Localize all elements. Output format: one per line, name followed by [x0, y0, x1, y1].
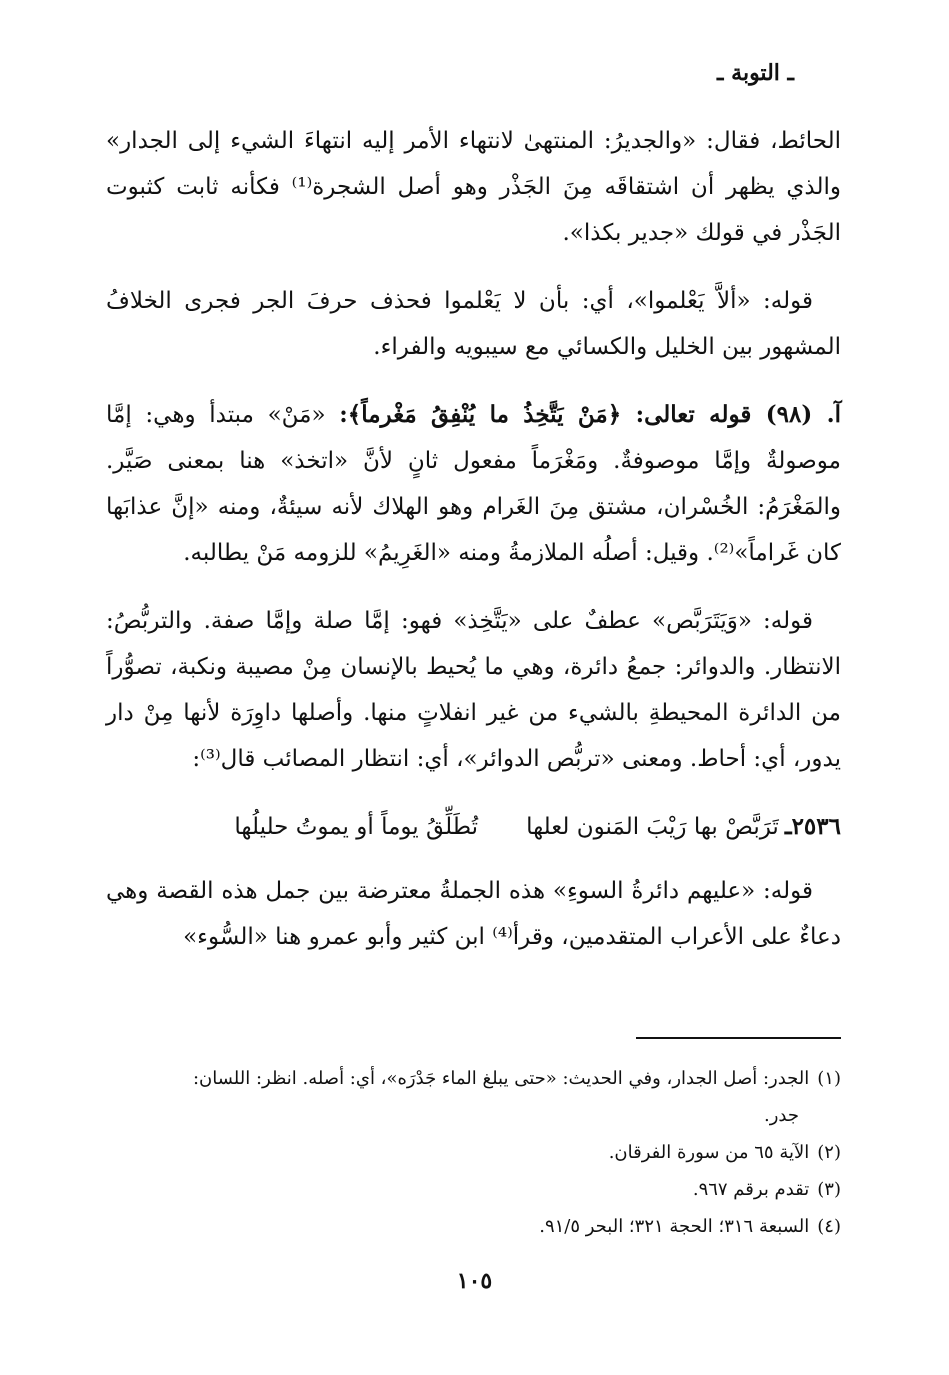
footnote-1-continuation: جدر.: [764, 1105, 799, 1126]
footnote-2: [106, 1134, 841, 1171]
footnote-text: السبعة ٣١٦؛ الحجة ٣٢١؛ البحر ٩١/٥.: [539, 1216, 810, 1237]
footnote-text: تقدم برقم ٩٦٧.: [692, 1179, 810, 1200]
footnote-text: الجدر: أصل الجدار، وفي الحديث: «حتى يبلغ الماء جَدْرَه»، أي: أصله. انظر: اللسان:: [192, 1068, 810, 1089]
poem-number: ٢٥٣٦ـ: [784, 813, 841, 840]
main-text: [106, 118, 841, 982]
paragraph-3: قوله: «وَيَتَرَبَّص» عطفٌ على «يَتَّخِذ» فهو: إمَّا صلة وإمَّا صفة. والتربُّصُ: الانتظار. والدوائر: جمعُ دائرة، وهي ما يُحيط بالإنسان مِنْ مصيبة ونكبة، تصوُّراً من الدائرة المحيطةِ بالشيء من غير انفلاتٍ منها. وأصلها داوِرَة لأنها مِنْ دار يدور، أي: أحاط. ومعنى «تربُّص الدوائر»، أي: انتظار المصائب قال⁽³⁾:: [106, 608, 841, 772]
running-header: ـ التوبة ـ: [717, 60, 794, 86]
footnote-1: [106, 1060, 841, 1097]
footnote-3: [106, 1171, 841, 1208]
footnote-text: الآية ٦٥ من سورة الفرقان.: [608, 1142, 810, 1163]
footnotes: [106, 1060, 841, 1245]
footnote-4: [106, 1208, 841, 1245]
poem-hemistich-1: تَرَبَّصْ بها رَيْبَ المَنون لعلها: [526, 814, 779, 840]
footnote-number: (١): [817, 1068, 841, 1089]
footnote-number: (٤): [817, 1216, 841, 1237]
paragraph-2: قوله: «ألاَّ يَعْلموا»، أي: بأن لا يَعْلموا فحذف حرفَ الجر فجرى الخلافُ المشهور بين الخليل والكسائي مع سيبويه والفراء.: [106, 288, 841, 360]
poem-line: [106, 804, 841, 850]
footnote-number: (٢): [817, 1142, 841, 1163]
verse-label: آ. (٩٨) قوله تعالى: ﴿مَنْ يَتَّخِذُ ما يُنْفِقُ مَغْرماً﴾:: [339, 401, 842, 428]
page-number: ١٠٥: [456, 1268, 493, 1294]
verse-body: «مَنْ» مبتدأ وهي: إمَّا موصولةٌ وإمَّا موصوفةٌ. ومَغْرَماً مفعول ثانٍ لأنَّ «اتخذ» هنا بمعنى صَيَّر. والمَغْرَمُ: الخُسْران، مشتق مِنَ الغَرام وهو الهلاك لأنه سيئةٌ، ومنه «إنَّ عذابَها كان غَراماً»⁽²⁾. وقيل: أصلُه الملازمةُ ومنه «الغَرِيمُ» للزومه مَنْ يطالبه.: [106, 402, 841, 566]
verse-section: [106, 392, 841, 576]
poem-hemistich-2: تُطَلِّقُ يوماً أو يموتُ حليلُها: [234, 814, 479, 840]
paragraph-4: قوله: «عليهم دائرةُ السوءِ» هذه الجملةُ معترضة بين جمل هذه القصة وهي دعاءٌ على الأعراب المتقدمين، وقرأ⁽⁴⁾ ابن كثير وأبو عمرو هنا «السُّوء»: [106, 878, 841, 950]
footnote-number: (٣): [817, 1179, 841, 1200]
footnote-separator: [636, 1037, 841, 1039]
paragraph-1: الحائط، فقال: «والجديرُ: المنتهىٰ لانتهاء الأمر إليه انتهاءَ الشيء إلى الجدار» والذي يظهر أن اشتقاقَه مِنَ الجَذْر وهو أصل الشجرة⁽¹⁾ فكأنه ثابت كثبوت الجَذْر في قولك «جدير بكذا».: [106, 128, 842, 246]
